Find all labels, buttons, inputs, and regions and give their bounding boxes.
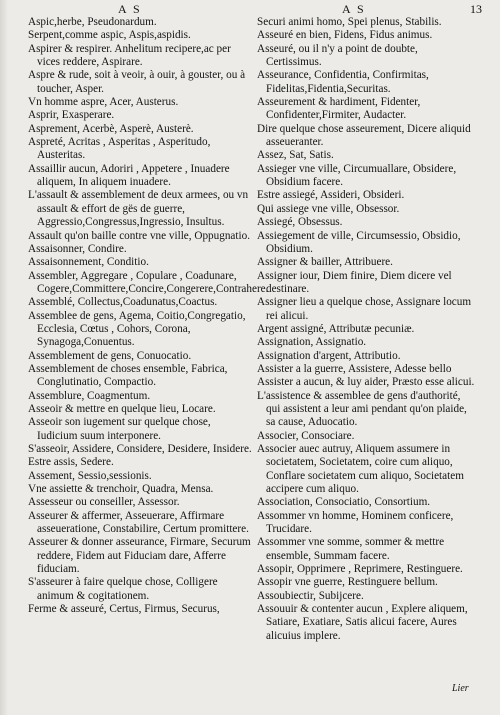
dictionary-entry: Assemblure, Coagmentum.	[28, 389, 151, 402]
dictionary-entry: Asseoir son iugement sur quelque chose, Iudicium suum interponere.	[28, 416, 211, 442]
dictionary-entry: Assembler, Aggregare , Copulare , Coadunare, Cogere,Committere,Concire,Congerere,Contrahere.	[28, 269, 269, 295]
dictionary-entry: Securi animi homo, Spei plenus, Stabilis.	[257, 16, 442, 28]
dictionary-entry: Assommer vne somme, sommer & mettre ensemble, Summam facere.	[257, 536, 445, 562]
right-column	[257, 16, 475, 643]
dictionary-entry: Assigner lieu a quelque chose, Assignare locum rei alicui.	[257, 296, 472, 322]
dictionary-entry: Assister a la guerre, Assistere, Adesse bello	[257, 362, 452, 375]
dictionary-entry: L'assistence & assemblee de gens d'authorité, qui assistent a leur ami pendant qu'on plaide, sa cause, Aduocatio.	[257, 389, 467, 429]
dictionary-entry: Vn homme aspre, Acer, Austerus.	[28, 96, 179, 109]
dictionary-entry: S'asseoir, Assidere, Considere, Desidere, Insidere.	[28, 443, 252, 455]
left-column	[28, 16, 269, 616]
dictionary-entry: Associer, Consociare.	[257, 429, 355, 442]
dictionary-entry: Asseurance, Confidentia, Confirmitas, Fidelitas,Fidentia,Securitas.	[257, 69, 429, 95]
dictionary-entry: Estre assis, Sedere.	[28, 456, 114, 469]
dictionary-entry: S'asseurer à faire quelque chose, Colligere animum & cogitationem.	[28, 576, 218, 602]
dictionary-entry: Assignation d'argent, Attributio.	[257, 349, 401, 362]
dictionary-entry: Assemblé, Collectus,Coadunatus,Coactus.	[28, 296, 218, 309]
dictionary-entry: Ferme & asseuré, Certus, Firmus, Securus,	[28, 603, 220, 616]
dictionary-entry: Asseurer & affermer, Asseuerare, Affirmare asseueratione, Constabilire, Certum promittere.	[28, 509, 249, 536]
dictionary-entry: Asseuré, ou il n'y a point de doubte, Certissimus.	[257, 42, 418, 69]
dictionary-entry: L'assault & assemblement de deux armees, ou vn assault & effort de gës de guerre, Aggressio,Congressus,Ingressio, Insultus.	[28, 189, 249, 229]
dictionary-entry: Assaisonner, Condire.	[28, 242, 127, 255]
dictionary-entry: Assopir vne guerre, Restinguere bellum.	[257, 576, 438, 589]
dictionary-entry: Assemblement de gens, Conuocatio.	[28, 349, 192, 362]
dictionary-entry: Assiegé, Obsessus.	[257, 216, 343, 229]
dictionary-entry: Assigner iour, Diem finire, Diem dicere vel destinare.	[257, 269, 452, 295]
page-number: 13	[470, 2, 482, 16]
dictionary-entry: Assopir, Opprimere , Reprimere, Restinguere.	[257, 563, 463, 576]
dictionary-entry: Assigner & bailler, Attribuere.	[257, 256, 393, 269]
dictionary-entry: Aspic,herbe, Pseudonardum.	[28, 16, 157, 28]
dictionary-entry: Qui assiege vne ville, Obsessor.	[257, 202, 400, 215]
dictionary-entry: Asseurement & hardiment, Fidenter, Confidenter,Firmiter, Audacter.	[257, 96, 421, 122]
dictionary-entry: Aspre & rude, soit à veoir, à ouir, à gouster, ou à toucher, Asper.	[28, 69, 246, 95]
dictionary-entry: Asseuré en bien, Fidens, Fidus animus.	[257, 29, 433, 42]
dictionary-entry: Assoubiectir, Subijcere.	[257, 589, 364, 602]
dictionary-entry: Aspirer & respirer. Anhelitum recipere,ac per vices reddere, Aspirare.	[28, 42, 231, 69]
running-head-right: A S	[342, 2, 366, 16]
dictionary-entry: Assemblement de choses ensemble, Fabrica, Conglutinatio, Compactio.	[28, 362, 228, 389]
dictionary-entry: Asseurer & donner asseurance, Firmare, Securum reddere, Fidem aut Fiduciam dare, Afferre fiduciam.	[28, 536, 251, 576]
dictionary-entry: Assieger vne ville, Circumuallare, Obsidere, Obsidium facere.	[257, 162, 457, 189]
dictionary-entry: Assiegement de ville, Circumsessio, Obsidio, Obsidium.	[257, 229, 461, 255]
dictionary-entry: Assement, Sessio,sessionis.	[28, 469, 152, 482]
dictionary-entry: Assez, Sat, Satis.	[257, 149, 334, 162]
dictionary-entry: Assouuir & contenter aucun , Explere aliquem, Satiare, Exatiare, Satis alicui facere, Aures alicuius implere.	[257, 603, 468, 642]
dictionary-entry: Assesseur ou conseiller, Assessor.	[28, 496, 180, 509]
dictionary-entry: Assault qu'on baille contre vne ville, Oppugnatio.	[28, 229, 250, 242]
page-gutter-shadow	[0, 0, 8, 715]
dictionary-entry: Asseoir & mettre en quelque lieu, Locare.	[28, 402, 216, 415]
dictionary-entry: Aspreté, Acritas , Asperitas , Asperitudo, Austeritas.	[28, 136, 211, 162]
dictionary-entry: Associer auec autruy, Aliquem assumere in societatem, Societatem, coire cum aliquo, Conflare societatem cum aliquo, Societatem accipere cum aliquo.	[257, 443, 464, 496]
dictionary-entry: Assignation, Assignatio.	[257, 336, 367, 349]
running-head-left: A S	[118, 2, 142, 16]
dictionary-entry: Vne assiette & trenchoir, Quadra, Mensa.	[28, 483, 214, 496]
dictionary-entry: Asprement, Acerbè, Asperè, Austerè.	[28, 122, 194, 135]
catchword: Lier	[452, 683, 469, 694]
dictionary-entry: Assaisonnement, Conditio.	[28, 256, 149, 269]
dictionary-entry: Estre assiegé, Assideri, Obsideri.	[257, 189, 405, 202]
dictionary-entry: Serpent,comme aspic, Aspis,aspidis.	[28, 29, 191, 42]
dictionary-entry: Asprir, Exasperare.	[28, 109, 115, 122]
dictionary-entry: Assemblee de gens, Agema, Coitio,Congregatio, Ecclesia, Cœtus , Cohors, Corona, Synagoga,Conuentus.	[28, 309, 246, 349]
dictionary-entry: Association, Consociatio, Consortium.	[257, 496, 431, 509]
dictionary-entry: Assister a aucun, & luy aider, Præsto esse alicui.	[257, 376, 475, 389]
dictionary-entry: Assaillir aucun, Adoriri , Appetere , Inuadere aliquem, In aliquem inuadere.	[28, 162, 230, 189]
dictionary-entry: Dire quelque chose asseurement, Dicere aliquid asseueranter.	[257, 122, 471, 149]
dictionary-entry: Argent assigné, Attributæ pecuniæ.	[257, 322, 415, 335]
dictionary-entry: Assommer vn homme, Hominem conficere, Trucidare.	[257, 509, 454, 536]
